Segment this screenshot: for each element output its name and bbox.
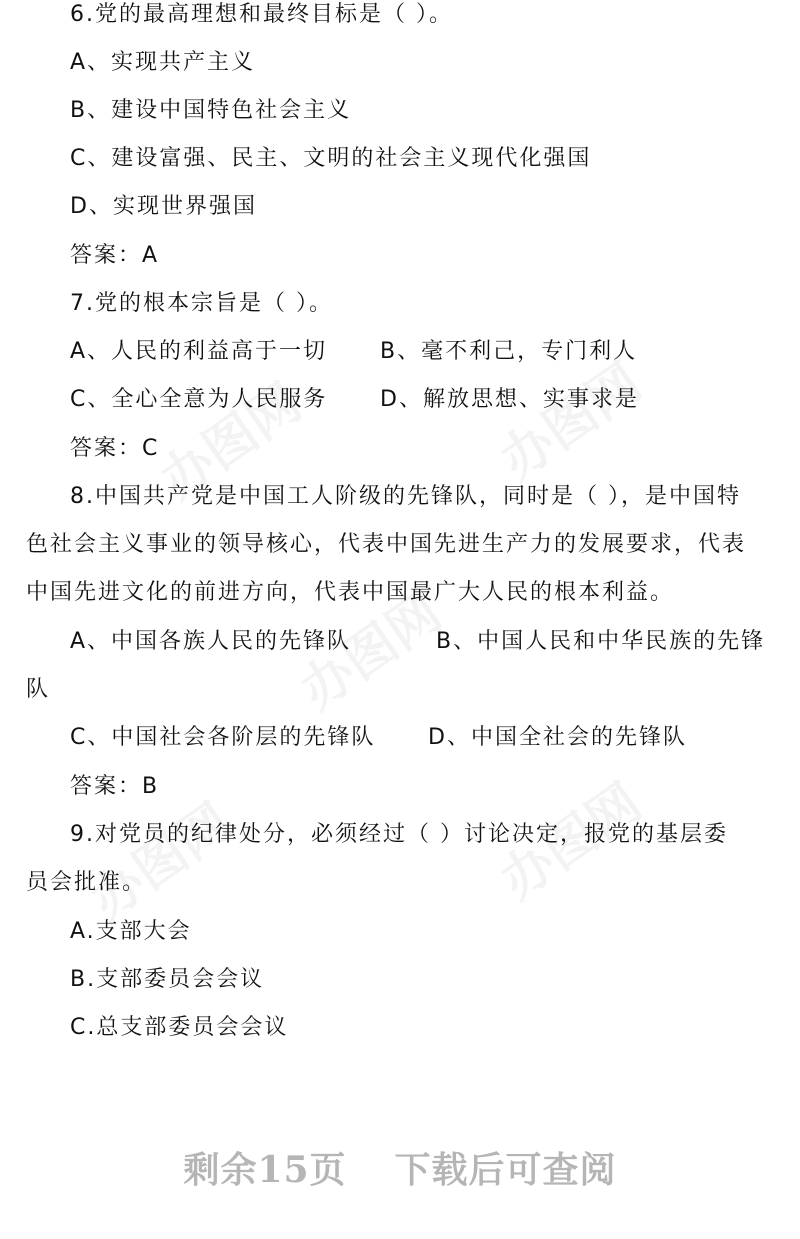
question-7-option-a: A、人民的利益高于一切: [70, 339, 328, 364]
question-8-options-row-2: [70, 723, 790, 753]
question-9-text-line-1: 9.对党员的纪律处分，必须经过（ ）讨论决定，报党的基层委: [70, 822, 728, 847]
question-8-answer: 答案：B: [70, 774, 160, 799]
question-8-option-b-wrap: 队: [26, 677, 51, 702]
download-to-view-text: 下载后可查阅: [394, 1149, 617, 1191]
watermark: [73, 782, 244, 933]
question-9-option-b: B.支部委员会会议: [70, 967, 265, 992]
question-8-text-line-3: 中国先进文化的前进方向，代表中国最广大人民的根本利益。: [26, 580, 675, 605]
question-8-option-d: D、中国全社会的先锋队: [428, 725, 687, 750]
question-8-text-line-1: 8.中国共产党是中国工人阶级的先锋队，同时是（ ），是中国特: [70, 484, 741, 509]
question-6-option-a: A、实现共产主义: [70, 50, 256, 75]
question-7-answer: 答案：C: [70, 436, 160, 461]
question-6-option-c: C、建设富强、民主、文明的社会主义现代化强国: [70, 146, 592, 171]
question-7-option-b: B、毫不利己，专门利人: [380, 339, 638, 364]
question-7-option-c: C、全心全意为人民服务: [70, 387, 328, 412]
question-6-option-b: B、建设中国特色社会主义: [70, 98, 352, 123]
question-7-options-row-2: [70, 385, 790, 415]
remaining-pages-text: 剩余15页: [183, 1149, 347, 1191]
question-8-text-line-2: 色社会主义事业的领导核心，代表中国先进生产力的发展要求，代表: [26, 532, 747, 557]
download-prompt[interactable]: [0, 1142, 800, 1193]
question-8-options-row-1: [70, 627, 790, 657]
question-6-option-d: D、实现世界强国: [70, 194, 257, 219]
question-8-option-b: B、中国人民和中华民族的先锋: [436, 629, 766, 654]
question-9-option-c: C.总支部委员会会议: [70, 1015, 289, 1040]
question-6-answer: 答案：A: [70, 243, 160, 268]
question-7-options-row-1: [70, 337, 790, 367]
question-6-text: 6.党的最高理想和最终目标是（ ）。: [70, 2, 453, 27]
question-7-text: 7.党的根本宗旨是（ ）。: [70, 291, 333, 316]
question-8-option-a: A、中国各族人民的先锋队: [70, 629, 352, 654]
question-8-option-c: C、中国社会各阶层的先锋队: [70, 725, 376, 750]
question-9-option-a: A.支部大会: [70, 919, 192, 944]
question-9-text-line-2: 员会批准。: [26, 870, 147, 895]
question-7-option-d: D、解放思想、实事求是: [380, 387, 639, 412]
